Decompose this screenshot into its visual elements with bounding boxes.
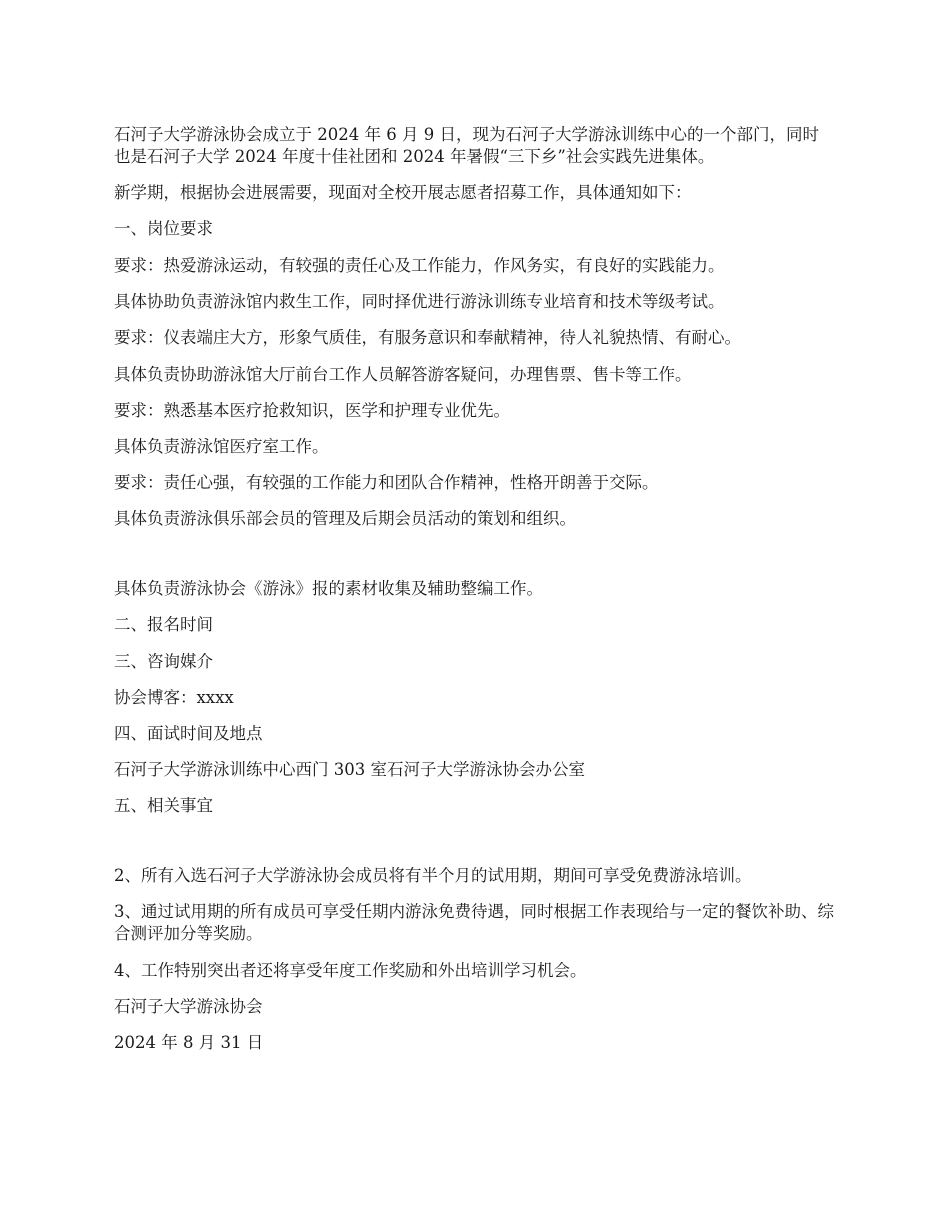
interview-location: 石河子大学游泳训练中心西门 303 室石河子大学游泳协会办公室 (114, 760, 585, 779)
duty-paragraph: 具体负责游泳馆医疗室工作。 (114, 437, 329, 456)
section-heading-registration: 二、报名时间 (114, 615, 213, 634)
requirement-paragraph: 要求：仪表端庄大方，形象气质佳，有服务意识和奉献精神，待人礼貌热情、有耐心。 (114, 328, 741, 347)
section-heading-interview: 四、面试时间及地点 (114, 724, 263, 743)
signature-organization: 石河子大学游泳协会 (114, 997, 263, 1016)
signature-date: 2024 年 8 月 31 日 (114, 1033, 264, 1052)
blog-line: 协会博客：xxxx (114, 688, 234, 707)
duty-paragraph: 具体负责游泳协会《游泳》报的素材收集及辅助整编工作。 (114, 579, 543, 598)
duty-paragraph: 具体负责游泳俱乐部会员的管理及后期会员活动的策划和组织。 (114, 509, 576, 528)
requirement-paragraph: 要求：熟悉基本医疗抢救知识，医学和护理专业优先。 (114, 401, 510, 420)
matter-item: 3、通过试用期的所有成员可享受任期内游泳免费待遇，同时根据工作表现给与一定的餐饮补助、综合测评加分等奖励。 (114, 902, 834, 943)
section-heading-matters: 五、相关事宜 (114, 796, 213, 815)
intro-paragraph: 石河子大学游泳协会成立于 2024 年 6 月 9 日，现为石河子大学游泳训练中心的一个部门，同时也是石河子大学 2024 年度十佳社团和 2024 年暑假“三下乡”社会实践先进集体。 (114, 125, 819, 166)
requirement-paragraph: 要求：责任心强，有较强的工作能力和团队合作精神，性格开朗善于交际。 (114, 473, 659, 492)
section-heading-positions: 一、岗位要求 (114, 219, 213, 238)
duty-paragraph: 具体协助负责游泳馆内救生工作，同时择优进行游泳训练专业培育和技术等级考试。 (114, 292, 725, 311)
matter-item: 2、所有入选石河子大学游泳协会成员将有半个月的试用期，期间可享受免费游泳培训。 (114, 866, 752, 885)
duty-paragraph: 具体负责协助游泳馆大厅前台工作人员解答游客疑问，办理售票、售卡等工作。 (114, 365, 692, 384)
matter-item: 4、工作特别突出者还将享受年度工作奖励和外出培训学习机会。 (114, 961, 587, 980)
requirement-paragraph: 要求：热爱游泳运动，有较强的责任心及工作能力，作风务实，有良好的实践能力。 (114, 256, 725, 275)
notice-paragraph: 新学期，根据协会进展需要，现面对全校开展志愿者招募工作，具体通知如下： (114, 183, 692, 202)
section-heading-contact: 三、咨询媒介 (114, 652, 213, 671)
